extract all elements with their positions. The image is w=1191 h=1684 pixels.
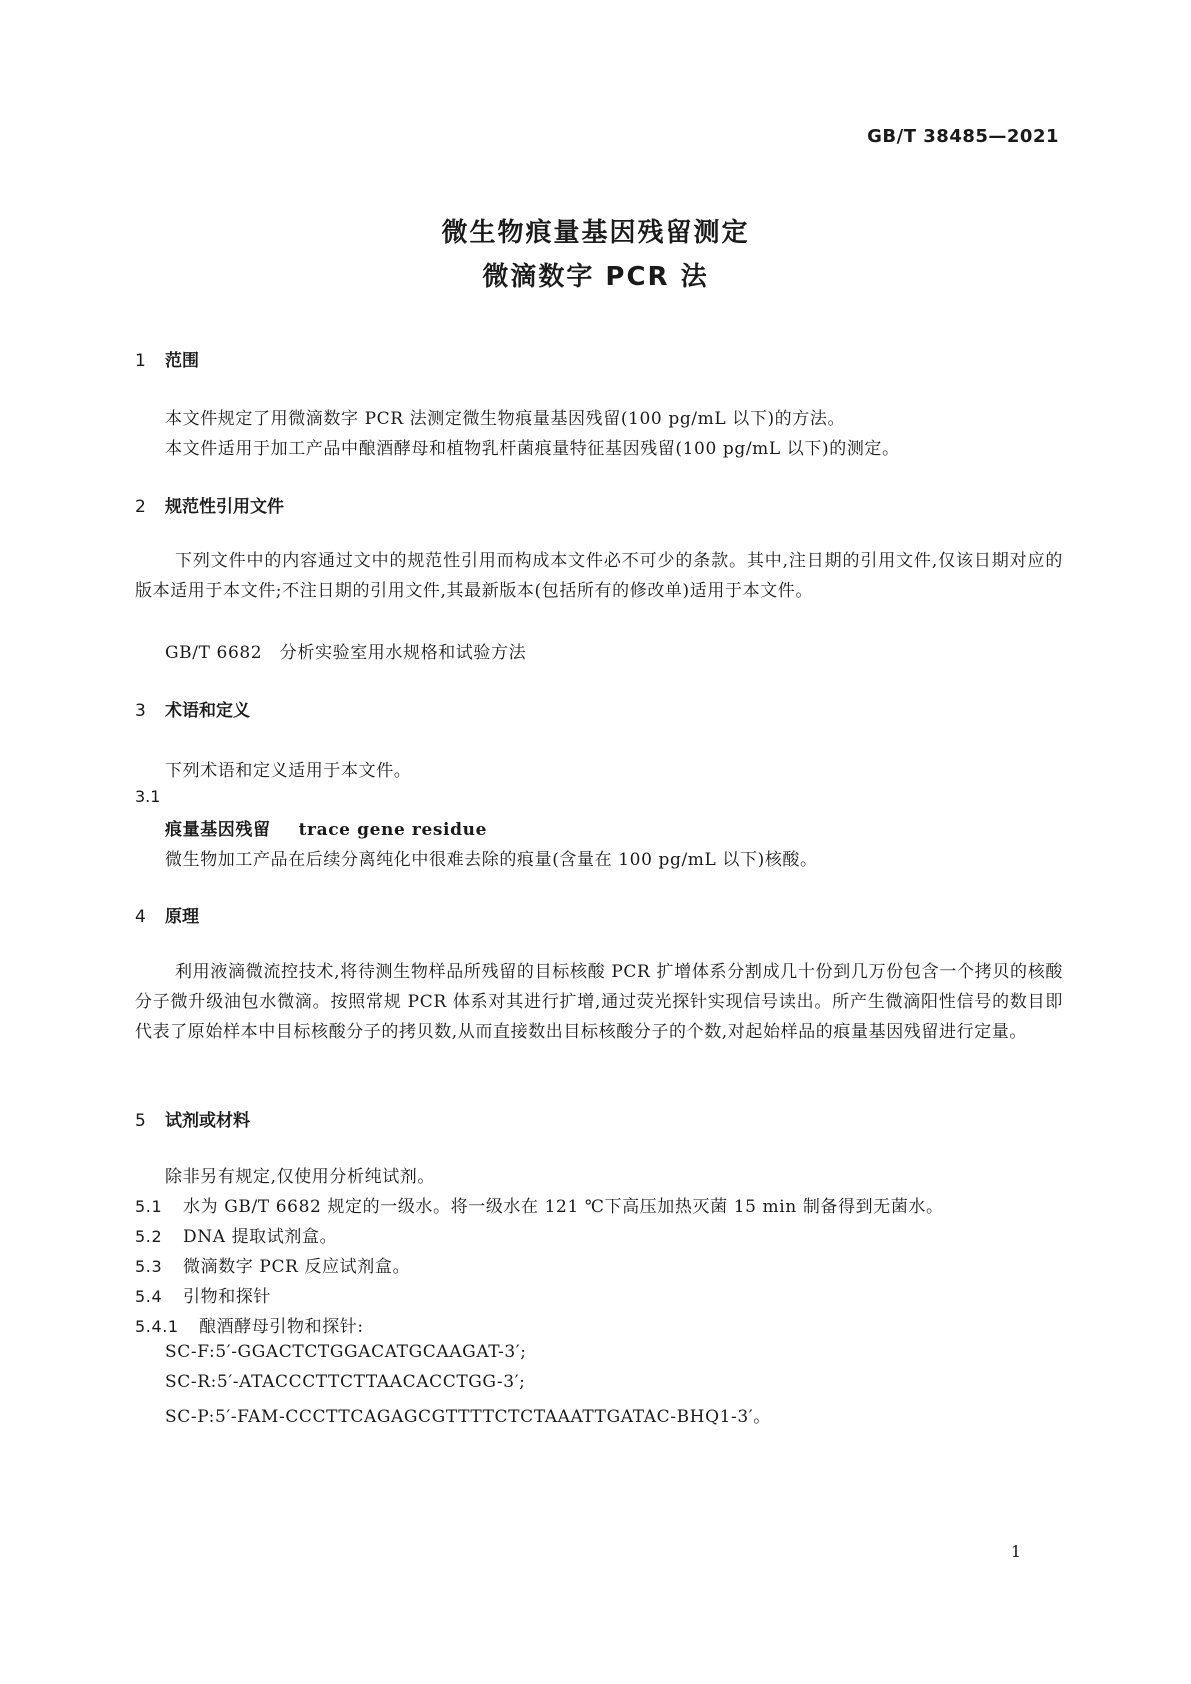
term-definition: 微生物加工产品在后续分离纯化中很难去除的痕量(含量在 100 pg/mL 以下)核酸。 (165, 850, 818, 870)
term-number: 3.1 (135, 787, 161, 806)
item-number: 5.3 (135, 1257, 163, 1276)
item-text: 酿酒酵母引物和探针: (199, 1317, 364, 1337)
probe-sequence: SC-P:5′-FAM-CCCTTCAGAGCGTTTTCTCTAAATTGATAC-BHQ1-3′。 (165, 1407, 771, 1427)
normative-references-paragraph: 下列文件中的内容通过文中的规范性引用而构成本文件必不可少的条款。其中,注日期的引用文件,仅该日期对应的版本适用于本文件;不注日期的引用文件,其最新版本(包括所有的修改单)适用于本文件。 (135, 551, 1063, 601)
term-entry (165, 815, 487, 840)
section-number: 3 (135, 701, 146, 721)
section-number: 5 (135, 1111, 146, 1131)
standard-code: GB/T 38485—2021 (867, 126, 1059, 147)
section-5-heading (135, 1106, 250, 1131)
section-title: 术语和定义 (165, 701, 250, 721)
section-title: 原理 (165, 907, 199, 927)
item-number: 5.1 (135, 1197, 163, 1216)
scope-paragraph-2: 本文件适用于加工产品中酿酒酵母和植物乳杆菌痕量特征基因残留(100 pg/mL 以下)的测定。 (165, 439, 900, 459)
item-text: 水为 GB/T 6682 规定的一级水。将一级水在 121 ℃下高压加热灭菌 15 min 制备得到无菌水。 (183, 1197, 944, 1217)
primer-sequence: SC-R:5′-ATACCCTTCTTAACACCTGG-3′; (165, 1372, 526, 1392)
item-text: 微滴数字 PCR 反应试剂盒。 (183, 1257, 411, 1277)
document-title-line2: 微滴数字 PCR 法 (482, 262, 709, 292)
term-chinese: 痕量基因残留 (165, 820, 271, 840)
principle-paragraph: 利用液滴微流控技术,将待测生物样品所残留的目标核酸 PCR 扩增体系分割成几十份到几万份包含一个拷贝的核酸分子微升级油包水微滴。按照常规 PCR 体系对其进行扩增,通过荧光探针实现信号读出。所产生微滴阳性信号的数目即代表了原始样本中目标核酸分子的拷贝数,从而直接数出目标核酸分子的个数,对起始样品的痕量基因残留进行定量。 (135, 962, 1063, 1042)
scope-paragraph-1: 本文件规定了用微滴数字 PCR 法测定微生物痕量基因残留(100 pg/mL 以下)的方法。 (165, 409, 846, 429)
document-title-line1: 微生物痕量基因残留测定 (441, 218, 750, 248)
reagent-item (135, 1282, 271, 1307)
item-text: 引物和探针 (183, 1287, 271, 1307)
reagent-item (135, 1252, 410, 1277)
section-3-heading (135, 696, 250, 721)
item-text: DNA 提取试剂盒。 (183, 1227, 338, 1247)
section-number: 4 (135, 907, 146, 927)
item-number: 5.2 (135, 1227, 163, 1246)
page-number: 1 (1010, 1542, 1021, 1561)
reference-gb-t-6682: GB/T 6682 分析实验室用水规格和试验方法 (165, 643, 527, 663)
terms-intro: 下列术语和定义适用于本文件。 (165, 761, 412, 781)
item-number: 5.4.1 (135, 1317, 179, 1336)
reagent-subitem (135, 1312, 364, 1337)
section-number: 2 (135, 497, 146, 517)
section-title: 范围 (165, 351, 199, 371)
section-2-heading (135, 492, 284, 517)
reagents-intro: 除非另有规定,仅使用分析纯试剂。 (165, 1167, 436, 1187)
item-number: 5.4 (135, 1287, 163, 1306)
section-title: 试剂或材料 (165, 1111, 250, 1131)
primer-sequence: SC-F:5′-GGACTCTGGACATGCAAGAT-3′; (165, 1342, 527, 1362)
section-4-heading (135, 902, 199, 927)
term-english: trace gene residue (298, 820, 487, 840)
section-1-heading (135, 346, 199, 371)
reagent-item (135, 1222, 337, 1247)
reagent-item (135, 1192, 944, 1217)
section-title: 规范性引用文件 (165, 497, 284, 517)
section-number: 1 (135, 351, 146, 371)
